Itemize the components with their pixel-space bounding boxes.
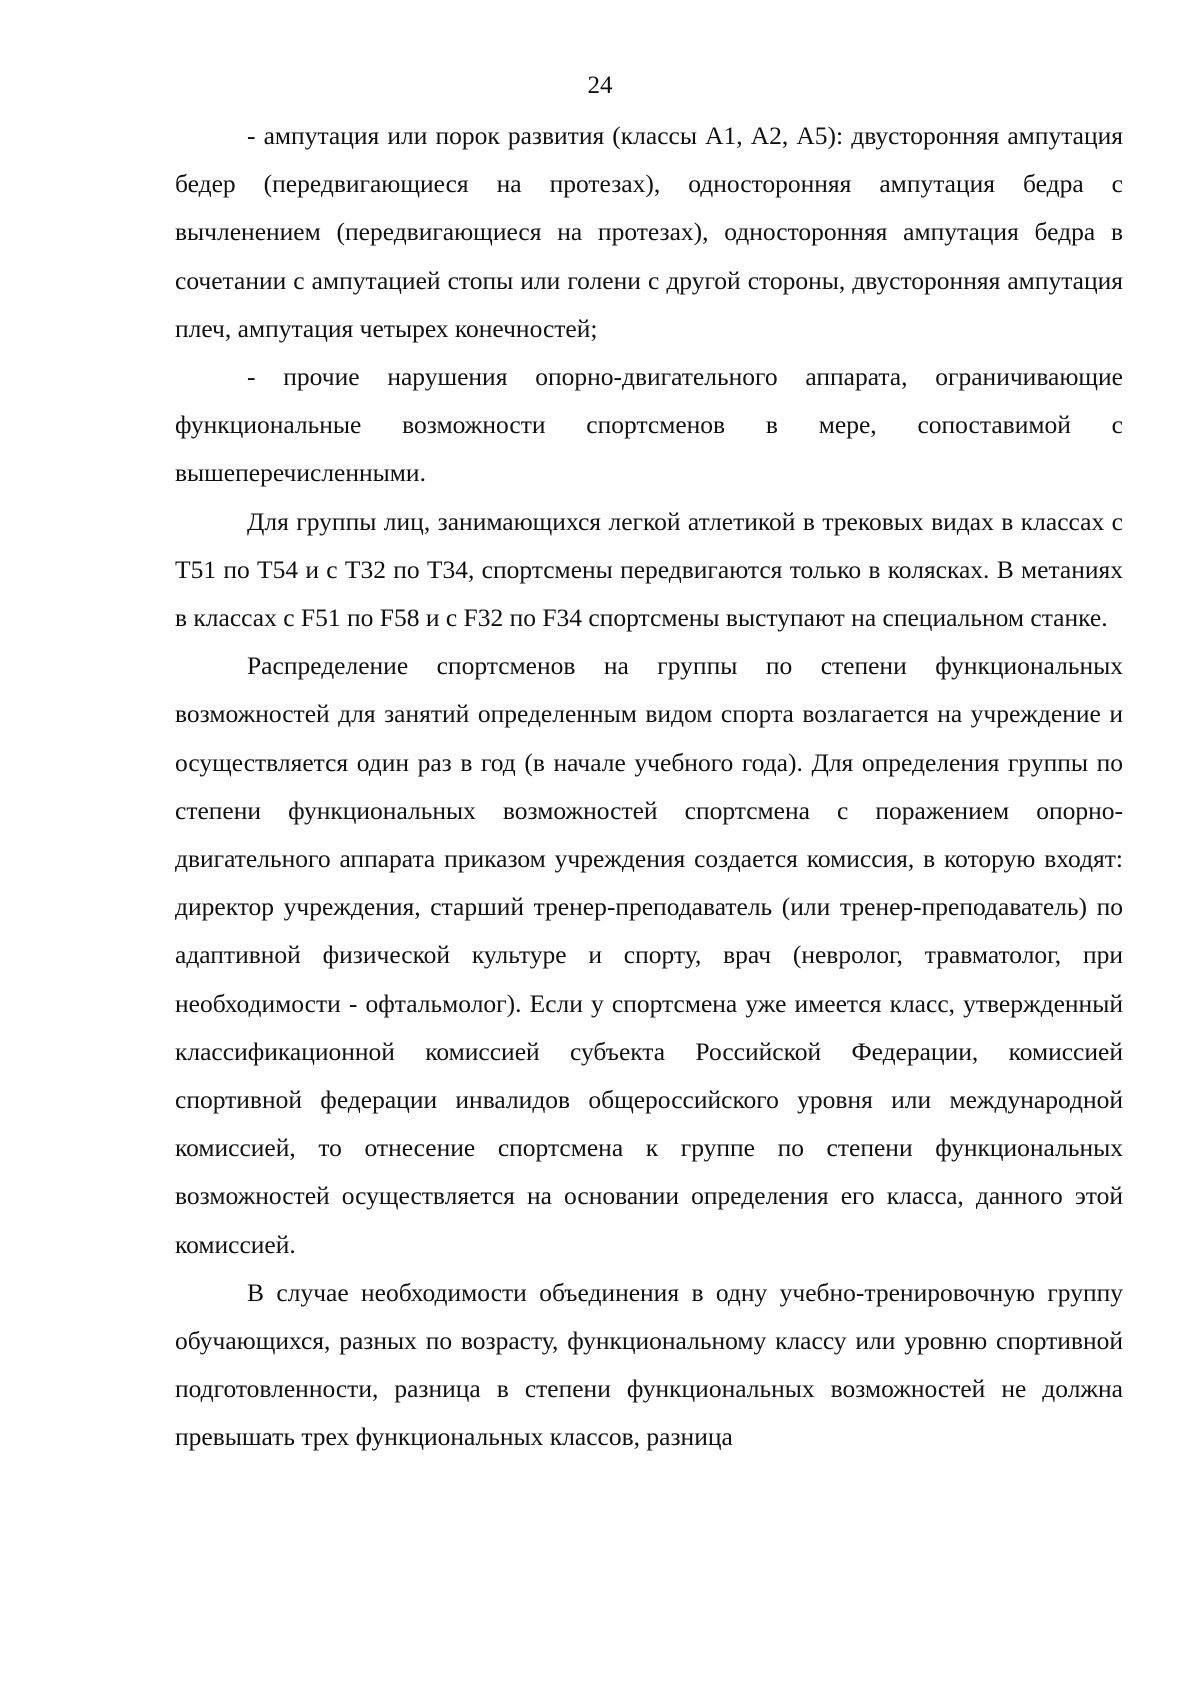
paragraph-group-distribution: Распределение спортсменов на группы по степени функциональных возможностей для занятий определенным видом спорта возлагается на учреждение и осуществляется один раз в год (в начале учебного года). Для определения группы по степени функциональных возможностей спортсмена с поражением опорно-двигательного аппарата приказом учреждения создается комиссия, в которую входят: директор учреждения, старший тренер-преподаватель (или тренер-преподаватель) по адаптивной физической культуре и спорту, врач (невролог, травматолог, при необходимости - офтальмолог). Если у спортсмена уже имеется класс, утвержденный классификационной комиссией субъекта Российской Федерации, комиссией спортивной федерации инвалидов общероссийского уровня или международной комиссией, то отнесение спортсмена к группе по степени функциональных возможностей осуществляется на основании определения его класса, данного этой комиссией. <box>175 651 1123 1259</box>
paragraph-amputation: - ампутация или порок развития (классы А1, А2, А5): двусторонняя ампутация бедер (передвигающиеся на протезах), односторонняя ампутация бедра с вычленением (передвигающиеся на протезах), односторонняя ампутация бедра в сочетании с ампутацией стопы или голени с другой стороны, двусторонняя ампутация плеч, ампутация четырех конечностей; <box>175 121 1123 343</box>
paragraph-athletics-classes: Для группы лиц, занимающихся легкой атлетикой в трековых видах в классах с Т51 по Т54 и с Т32 по Т34, спортсмены передвигаются только в колясках. В метаниях в классах с F51 по F58 и с F32 по F34 спортсмены выступают на специальном станке. <box>175 506 1123 633</box>
paragraph-other-disorders: - прочие нарушения опорно-двигательного аппарата, ограничивающие функциональные возможности спортсменов в мере, сопоставимой с вышеперечисленными. <box>175 362 1123 488</box>
paragraph-group-merging: В случае необходимости объединения в одну учебно-тренировочную группу обучающихся, разных по возрасту, функциональному классу или уровню спортивной подготовленности, разница в степени функциональных возможностей не должна превышать трех функциональных классов, разница <box>175 1277 1123 1452</box>
document-body <box>175 112 1123 1462</box>
page-number: 24 <box>587 72 613 99</box>
